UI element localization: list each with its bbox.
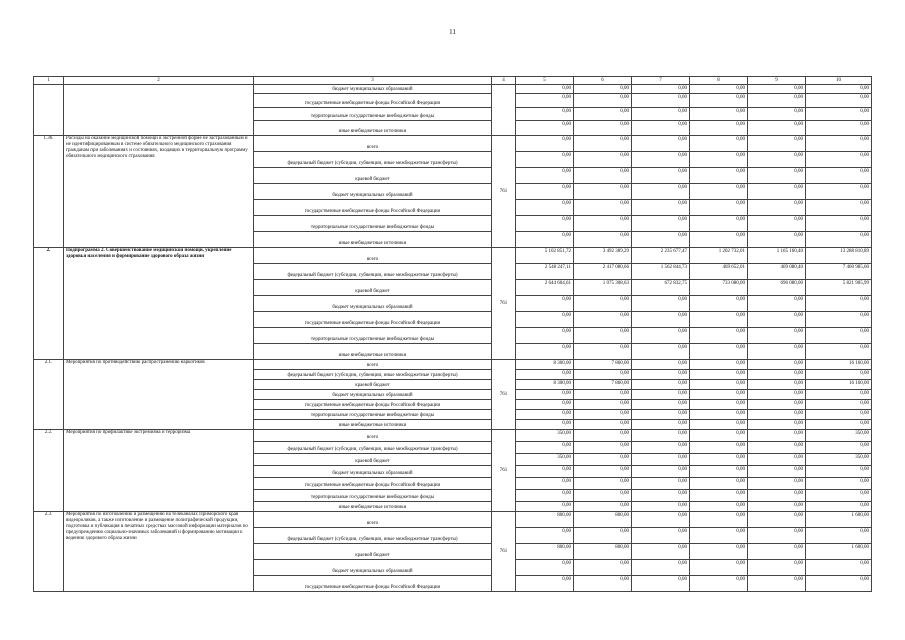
amount-cell: 0,00: [748, 216, 806, 232]
table-row: [34, 512, 872, 528]
amount-cell: 0,00: [574, 108, 632, 121]
amount-cell: 0,00: [574, 400, 632, 410]
amount-cell: 0,00: [806, 420, 872, 430]
amount-cell: 2 417 080,66: [574, 264, 632, 280]
amount-cell: 0,00: [574, 85, 632, 94]
amount-cell: 0,00: [748, 490, 806, 502]
amount-cell: 0,00: [574, 328, 632, 344]
row-description: [64, 85, 254, 136]
amount-cell: 0,00: [806, 232, 872, 248]
amount-cell: 0,00: [748, 576, 806, 592]
row-index: 2.: [34, 248, 64, 360]
row-index: [34, 85, 64, 136]
amount-cell: 0,00: [516, 121, 574, 136]
amount-cell: 0,00: [574, 216, 632, 232]
funding-source: бюджет муниципальных образований: [254, 390, 492, 400]
amount-cell: 0,00: [516, 442, 574, 454]
amount-cell: 0,00: [574, 312, 632, 328]
amount-cell: 0,00: [690, 168, 748, 184]
amount-cell: 0,00: [748, 466, 806, 478]
amount-cell: 0,00: [690, 85, 748, 94]
amount-cell: 0,00: [574, 184, 632, 200]
amount-cell: 0,00: [690, 454, 748, 466]
amount-cell: 0,00: [632, 94, 690, 108]
amount-cell: 0,00: [748, 410, 806, 420]
row-index: 2.1.: [34, 360, 64, 430]
amount-cell: 0,00: [806, 344, 872, 360]
funding-source: территориальные государственные внебюджетные фонды: [254, 108, 492, 121]
amount-cell: 0,00: [748, 121, 806, 136]
funding-source: территориальные государственные внебюджетные фонды: [254, 410, 492, 420]
amount-cell: 0,00: [806, 184, 872, 200]
amount-cell: 0,00: [516, 168, 574, 184]
amount-cell: 0,00: [516, 370, 574, 380]
amount-cell: 0,00: [806, 502, 872, 512]
amount-cell: 0,00: [806, 94, 872, 108]
amount-cell: 7 860,00: [574, 360, 632, 370]
amount-cell: 0,00: [690, 328, 748, 344]
funding-source: территориальные государственные внебюджетные фонды: [254, 490, 492, 502]
amount-cell: 0,00: [516, 85, 574, 94]
header-cell: 1: [34, 77, 64, 85]
amount-cell: 0,00: [632, 312, 690, 328]
funding-source: бюджет муниципальных образований: [254, 85, 492, 94]
amount-cell: 0,00: [632, 442, 690, 454]
amount-cell: 0,00: [574, 410, 632, 420]
amount-cell: 0,00: [806, 390, 872, 400]
amount-cell: 0,00: [632, 502, 690, 512]
amount-cell: 0,00: [690, 216, 748, 232]
row-description: Подпрограмма 2. Совершенствование медицинской помощи, укрепление здоровья населения и формирование здорового образа жизни: [64, 248, 254, 360]
amount-cell: 0,00: [632, 136, 690, 152]
amount-cell: 0,00: [516, 296, 574, 312]
amount-cell: 0,00: [748, 184, 806, 200]
amount-cell: 0,00: [806, 136, 872, 152]
amount-cell: 0,00: [632, 380, 690, 390]
amount-cell: 0,00: [574, 168, 632, 184]
amount-cell: 0,00: [632, 216, 690, 232]
funding-source: всего: [254, 360, 492, 370]
amount-cell: 7 460 985,60: [806, 264, 872, 280]
amount-cell: 469 080,40: [748, 264, 806, 280]
amount-cell: 0,00: [516, 528, 574, 544]
funding-source: бюджет муниципальных образований: [254, 560, 492, 576]
amount-cell: 0,00: [690, 152, 748, 168]
amount-cell: 0,00: [574, 490, 632, 502]
amount-cell: 2 644 604,61: [516, 280, 574, 296]
amount-cell: 0,00: [806, 410, 872, 420]
amount-cell: 16 160,00: [806, 360, 872, 370]
header-cell: 4: [492, 77, 516, 85]
amount-cell: 0,00: [632, 390, 690, 400]
header-cell: 5: [516, 77, 574, 85]
amount-cell: 0,00: [516, 390, 574, 400]
amount-cell: 0,00: [690, 184, 748, 200]
amount-cell: 0,00: [748, 344, 806, 360]
amount-cell: 800,00: [516, 544, 574, 560]
amount-cell: 0,00: [574, 121, 632, 136]
amount-cell: 0,00: [632, 478, 690, 490]
amount-cell: 0,00: [516, 490, 574, 502]
amount-cell: 0,00: [690, 410, 748, 420]
amount-cell: 0,00: [806, 490, 872, 502]
row-description: Мероприятия по профилактике экстремизма и терроризма: [64, 430, 254, 512]
amount-cell: 0,00: [748, 544, 806, 560]
funding-source: федеральный бюджет (субсидии, субвенции, иные межбюджетные трансферты): [254, 528, 492, 544]
amount-cell: 0,00: [632, 360, 690, 370]
amount-cell: 0,00: [690, 400, 748, 410]
row-index: 2.3.: [34, 512, 64, 592]
amount-cell: 0,00: [748, 370, 806, 380]
amount-cell: 0,00: [690, 442, 748, 454]
amount-cell: 0,00: [516, 184, 574, 200]
amount-cell: 0,00: [632, 410, 690, 420]
amount-cell: 0,00: [748, 400, 806, 410]
amount-cell: 0,00: [748, 328, 806, 344]
table-header-row: [34, 77, 872, 85]
amount-cell: 0,00: [632, 108, 690, 121]
amount-cell: 0,00: [748, 454, 806, 466]
amount-cell: 0,00: [632, 466, 690, 478]
amount-cell: 0,00: [690, 94, 748, 108]
amount-cell: 0,00: [690, 512, 748, 528]
amount-cell: 0,00: [632, 344, 690, 360]
amount-cell: 350,00: [516, 454, 574, 466]
amount-cell: 0,00: [632, 370, 690, 380]
amount-cell: 2 235 677,47: [632, 248, 690, 264]
amount-cell: 0,00: [574, 344, 632, 360]
funding-source: федеральный бюджет (субсидии, субвенции, иные межбюджетные трансферты): [254, 152, 492, 168]
amount-cell: 350,00: [806, 454, 872, 466]
amount-cell: 0,00: [806, 478, 872, 490]
ministry-code: 761: [492, 360, 516, 430]
amount-cell: 0,00: [516, 400, 574, 410]
amount-cell: 0,00: [748, 136, 806, 152]
header-cell: 8: [690, 77, 748, 85]
amount-cell: 0,00: [574, 502, 632, 512]
amount-cell: 0,00: [632, 85, 690, 94]
amount-cell: 0,00: [690, 344, 748, 360]
funding-source: иные внебюджетные источники: [254, 232, 492, 248]
funding-source: краевой бюджет: [254, 380, 492, 390]
amount-cell: 8 300,00: [516, 380, 574, 390]
ministry-code: 761: [492, 136, 516, 248]
amount-cell: 0,00: [632, 512, 690, 528]
header-cell: 3: [254, 77, 492, 85]
amount-cell: 0,00: [516, 344, 574, 360]
funding-source: всего: [254, 430, 492, 442]
row-description: Расходы на оказание медицинской помощи в экстренной форме не застрахованным и не идентифицированным в системе обязательного медицинского страхования гражданам при заболеваниях и состояниях, входящих в территориальную программу обязательного медицинского страхования: [64, 136, 254, 248]
funding-source: государственные внебюджетные фонды Российской Федерации: [254, 200, 492, 216]
amount-cell: 13 288 810,89: [806, 248, 872, 264]
amount-cell: 0,00: [632, 544, 690, 560]
amount-cell: 0,00: [748, 512, 806, 528]
amount-cell: 0,00: [690, 200, 748, 216]
amount-cell: 0,00: [748, 360, 806, 370]
amount-cell: 0,00: [574, 560, 632, 576]
amount-cell: 0,00: [516, 560, 574, 576]
amount-cell: 0,00: [748, 442, 806, 454]
amount-cell: 350,00: [806, 430, 872, 442]
amount-cell: 0,00: [574, 478, 632, 490]
amount-cell: 0,00: [748, 430, 806, 442]
amount-cell: 5 821 905,99: [806, 280, 872, 296]
amount-cell: 0,00: [690, 560, 748, 576]
amount-cell: 0,00: [574, 200, 632, 216]
amount-cell: 0,00: [574, 528, 632, 544]
funding-source: всего: [254, 136, 492, 152]
amount-cell: 350,00: [516, 430, 574, 442]
amount-cell: 0,00: [632, 576, 690, 592]
funding-source: бюджет муниципальных образований: [254, 184, 492, 200]
funding-source: федеральный бюджет (субсидии, субвенции, иные межбюджетные трансферты): [254, 442, 492, 454]
amount-cell: 0,00: [690, 490, 748, 502]
amount-cell: 0,00: [690, 380, 748, 390]
amount-cell: 0,00: [516, 136, 574, 152]
funding-source: краевой бюджет: [254, 544, 492, 560]
amount-cell: 0,00: [632, 168, 690, 184]
amount-cell: 0,00: [806, 168, 872, 184]
amount-cell: 0,00: [574, 232, 632, 248]
amount-cell: 0,00: [632, 528, 690, 544]
amount-cell: 0,00: [690, 430, 748, 442]
table-row: [34, 430, 872, 442]
amount-cell: 0,00: [516, 108, 574, 121]
amount-cell: 0,00: [806, 312, 872, 328]
amount-cell: 0,00: [806, 576, 872, 592]
amount-cell: 0,00: [516, 420, 574, 430]
amount-cell: 0,00: [690, 478, 748, 490]
amount-cell: 0,00: [516, 94, 574, 108]
amount-cell: 0,00: [690, 296, 748, 312]
header-cell: 7: [632, 77, 690, 85]
amount-cell: 696 080,00: [748, 280, 806, 296]
funding-source: территориальные государственные внебюджетные фонды: [254, 328, 492, 344]
amount-cell: 0,00: [574, 442, 632, 454]
amount-cell: 0,00: [690, 576, 748, 592]
ministry-code: 761: [492, 512, 516, 592]
header-cell: 2: [64, 77, 254, 85]
amount-cell: 0,00: [748, 420, 806, 430]
funding-source: краевой бюджет: [254, 168, 492, 184]
amount-cell: 0,00: [632, 296, 690, 312]
amount-cell: 0,00: [632, 490, 690, 502]
row-description: Мероприятия по изготовлению и размещению на телеканалах Приморского края видеороликов, а также изготовление и размещение полиграфической продукции, подготовка и публикация в печатных средствах массовой информации материалов по предупреждению социально-значимых заболеваний и формированию мотивации к ведению здорового образа жизни: [64, 512, 254, 592]
amount-cell: 0,00: [574, 136, 632, 152]
table-row: [34, 360, 872, 370]
amount-cell: 0,00: [748, 528, 806, 544]
amount-cell: 0,00: [806, 442, 872, 454]
funding-source: бюджет муниципальных образований: [254, 466, 492, 478]
amount-cell: 0,00: [516, 410, 574, 420]
funding-source: иные внебюджетные источники: [254, 420, 492, 430]
amount-cell: 0,00: [632, 400, 690, 410]
amount-cell: 0,00: [690, 232, 748, 248]
amount-cell: 0,00: [748, 390, 806, 400]
amount-cell: 1 562 844,73: [632, 264, 690, 280]
funding-source: иные внебюджетные источники: [254, 121, 492, 136]
funding-source: государственные внебюджетные фонды Российской Федерации: [254, 400, 492, 410]
amount-cell: 0,00: [690, 108, 748, 121]
table-row: [34, 136, 872, 152]
amount-cell: 5 102 851,72: [516, 248, 574, 264]
amount-cell: 0,00: [690, 466, 748, 478]
amount-cell: 0,00: [690, 312, 748, 328]
funding-source: иные внебюджетные источники: [254, 502, 492, 512]
amount-cell: 0,00: [748, 312, 806, 328]
amount-cell: 1 600,00: [806, 544, 872, 560]
amount-cell: 0,00: [690, 390, 748, 400]
amount-cell: 0,00: [748, 168, 806, 184]
amount-cell: 0,00: [574, 296, 632, 312]
amount-cell: 0,00: [748, 108, 806, 121]
amount-cell: 0,00: [574, 390, 632, 400]
amount-cell: 0,00: [632, 430, 690, 442]
amount-cell: 0,00: [748, 296, 806, 312]
amount-cell: 0,00: [748, 560, 806, 576]
funding-source: государственные внебюджетные фонды Российской Федерации: [254, 94, 492, 108]
amount-cell: 0,00: [516, 312, 574, 328]
amount-cell: 0,00: [516, 216, 574, 232]
amount-cell: 1 202 732,01: [690, 248, 748, 264]
amount-cell: 0,00: [516, 576, 574, 592]
row-description: Мероприятия по противодействию распространению наркотиков: [64, 360, 254, 430]
amount-cell: 0,00: [632, 232, 690, 248]
amount-cell: 0,00: [574, 152, 632, 168]
amount-cell: 1 075 308,63: [574, 280, 632, 296]
amount-cell: 0,00: [632, 200, 690, 216]
amount-cell: 0,00: [574, 430, 632, 442]
amount-cell: 0,00: [516, 466, 574, 478]
amount-cell: 0,00: [632, 328, 690, 344]
funding-source: территориальные государственные внебюджетные фонды: [254, 216, 492, 232]
funding-source: иные внебюджетные источники: [254, 344, 492, 360]
funding-source: краевой бюджет: [254, 280, 492, 296]
funding-source: федеральный бюджет (субсидии, субвенции, иные межбюджетные трансферты): [254, 370, 492, 380]
amount-cell: 0,00: [690, 121, 748, 136]
amount-cell: 0,00: [748, 94, 806, 108]
amount-cell: 0,00: [516, 232, 574, 248]
ministry-code: 761: [492, 248, 516, 360]
amount-cell: 469 652,01: [690, 264, 748, 280]
amount-cell: 0,00: [632, 454, 690, 466]
amount-cell: 8 300,00: [516, 360, 574, 370]
amount-cell: 0,00: [690, 544, 748, 560]
funding-source: бюджет муниципальных образований: [254, 296, 492, 312]
amount-cell: 0,00: [574, 576, 632, 592]
funding-source: государственные внебюджетные фонды Российской Федерации: [254, 312, 492, 328]
amount-cell: 0,00: [574, 454, 632, 466]
amount-cell: 0,00: [806, 121, 872, 136]
funding-source: государственные внебюджетные фонды Российской Федерации: [254, 576, 492, 592]
amount-cell: 7 860,00: [574, 380, 632, 390]
row-index: 1.36.: [34, 136, 64, 248]
amount-cell: 0,00: [806, 85, 872, 94]
amount-cell: 0,00: [806, 200, 872, 216]
amount-cell: 0,00: [748, 85, 806, 94]
amount-cell: 0,00: [806, 296, 872, 312]
amount-cell: 0,00: [574, 466, 632, 478]
amount-cell: 0,00: [806, 528, 872, 544]
amount-cell: 672 832,75: [632, 280, 690, 296]
amount-cell: 0,00: [632, 152, 690, 168]
amount-cell: 0,00: [690, 502, 748, 512]
amount-cell: 0,00: [748, 200, 806, 216]
funding-source: всего: [254, 248, 492, 264]
row-index: 2.2.: [34, 430, 64, 512]
ministry-code: [492, 85, 516, 136]
amount-cell: 0,00: [516, 200, 574, 216]
amount-cell: 800,00: [574, 512, 632, 528]
amount-cell: 0,00: [806, 466, 872, 478]
amount-cell: 1 165 160,40: [748, 248, 806, 264]
amount-cell: 0,00: [690, 420, 748, 430]
amount-cell: 800,00: [574, 544, 632, 560]
amount-cell: 0,00: [632, 184, 690, 200]
amount-cell: 0,00: [806, 370, 872, 380]
amount-cell: 0,00: [748, 152, 806, 168]
amount-cell: 2 548 247,11: [516, 264, 574, 280]
amount-cell: 0,00: [748, 232, 806, 248]
budget-table: [33, 76, 872, 592]
amount-cell: 0,00: [748, 502, 806, 512]
amount-cell: 800,00: [516, 512, 574, 528]
amount-cell: 0,00: [632, 121, 690, 136]
amount-cell: 0,00: [690, 360, 748, 370]
amount-cell: 0,00: [806, 560, 872, 576]
amount-cell: 0,00: [806, 108, 872, 121]
header-cell: 10: [806, 77, 872, 85]
amount-cell: 16 160,00: [806, 380, 872, 390]
table-row: [34, 248, 872, 264]
ministry-code: 761: [492, 430, 516, 512]
amount-cell: 0,00: [574, 94, 632, 108]
funding-source: всего: [254, 512, 492, 528]
amount-cell: 0,00: [806, 152, 872, 168]
amount-cell: 3 492 389,29: [574, 248, 632, 264]
amount-cell: 0,00: [516, 478, 574, 490]
funding-source: федеральный бюджет (субсидии, субвенции, иные межбюджетные трансферты): [254, 264, 492, 280]
amount-cell: 0,00: [748, 478, 806, 490]
amount-cell: 0,00: [690, 528, 748, 544]
amount-cell: 0,00: [690, 136, 748, 152]
funding-source: государственные внебюджетные фонды Российской Федерации: [254, 478, 492, 490]
amount-cell: 0,00: [806, 400, 872, 410]
amount-cell: 0,00: [806, 216, 872, 232]
amount-cell: 0,00: [806, 328, 872, 344]
header-cell: 6: [574, 77, 632, 85]
amount-cell: 0,00: [516, 328, 574, 344]
amount-cell: 1 600,00: [806, 512, 872, 528]
funding-source: краевой бюджет: [254, 454, 492, 466]
header-cell: 9: [748, 77, 806, 85]
amount-cell: 0,00: [632, 560, 690, 576]
page-number: 11: [449, 28, 456, 36]
amount-cell: 0,00: [516, 152, 574, 168]
amount-cell: 0,00: [574, 370, 632, 380]
amount-cell: 0,00: [574, 420, 632, 430]
amount-cell: 0,00: [748, 380, 806, 390]
amount-cell: 0,00: [632, 420, 690, 430]
amount-cell: 733 080,00: [690, 280, 748, 296]
amount-cell: 0,00: [516, 502, 574, 512]
amount-cell: 0,00: [690, 370, 748, 380]
table-row: [34, 85, 872, 94]
